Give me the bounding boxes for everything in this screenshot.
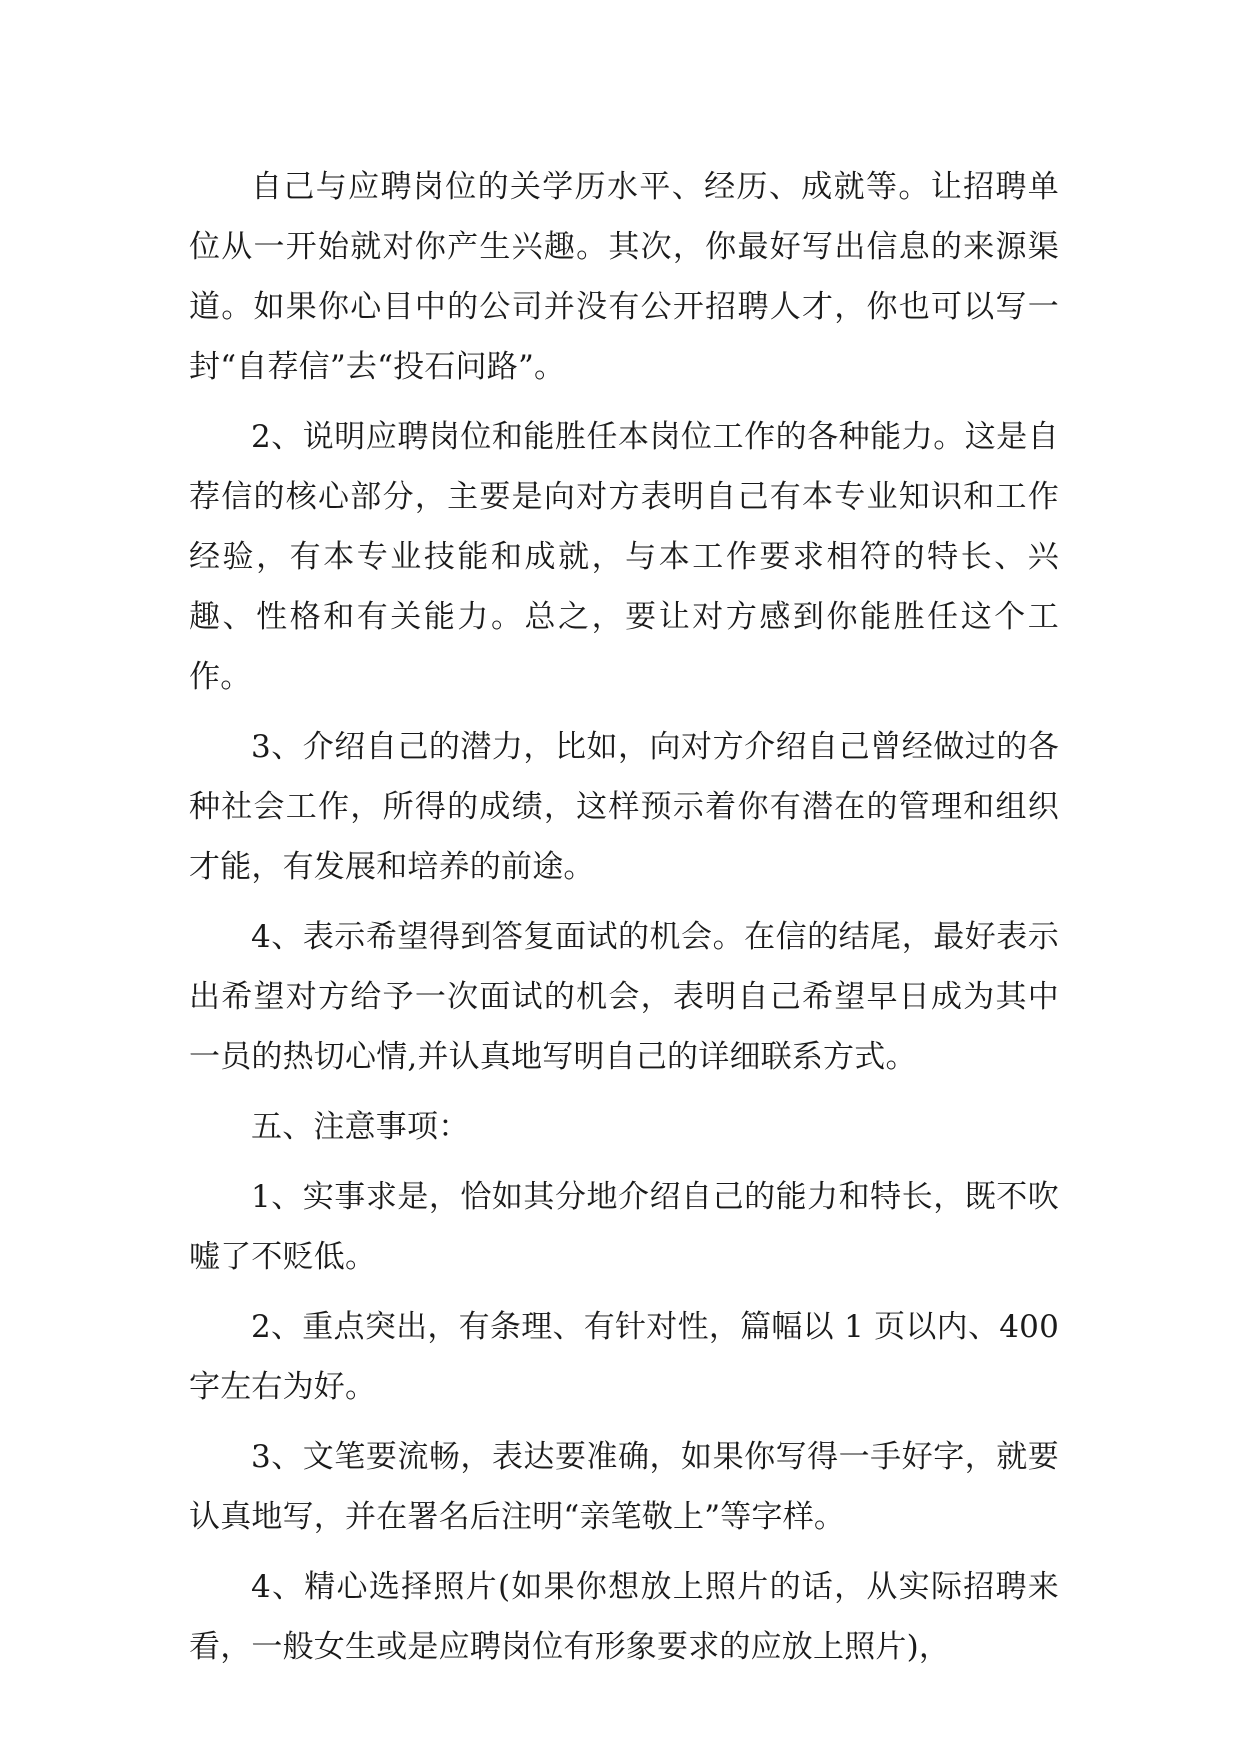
section-heading-notes: 五、注意事项：	[251, 1109, 470, 1145]
paragraph-note-1: 1、实事求是，恰如其分地介绍自己的能力和特长，既不吹嘘了不贬低。	[189, 1179, 1059, 1275]
paragraph-note-2: 2、重点突出，有条理、有针对性，篇幅以 1 页以内、400 字左右为好。	[189, 1309, 1059, 1405]
paragraph-point-2: 2、说明应聘岗位和能胜任本岗位工作的各种能力。这是自荐信的核心部分，主要是向对方表明自己有本专业知识和工作经验，有本专业技能和成就，与本工作要求相符的特长、兴趣、性格和有关能力。总之，要让对方感到你能胜任这个工作。	[189, 419, 1059, 695]
paragraph-note-4: 4、精心选择照片(如果你想放上照片的话，从实际招聘来看，一般女生或是应聘岗位有形象要求的应放上照片)，	[189, 1569, 1059, 1665]
paragraph-point-3: 3、介绍自己的潜力，比如，向对方介绍自己曾经做过的各种社会工作，所得的成绩，这样预示着你有潜在的管理和组织才能，有发展和培养的前途。	[189, 729, 1059, 885]
document-body	[189, 157, 1059, 1687]
paragraph-intro-continuation: 自己与应聘岗位的关学历水平、经历、成就等。让招聘单位从一开始就对你产生兴趣。其次，你最好写出信息的来源渠道。如果你心目中的公司并没有公开招聘人才，你也可以写一封“自荐信”去“投石问路”。	[189, 169, 1059, 385]
paragraph-note-3: 3、文笔要流畅，表达要准确，如果你写得一手好字，就要认真地写，并在署名后注明“亲笔敬上”等字样。	[189, 1439, 1059, 1535]
paragraph-point-4: 4、表示希望得到答复面试的机会。在信的结尾，最好表示出希望对方给予一次面试的机会，表明自己希望早日成为其中一员的热切心情,并认真地写明自己的详细联系方式。	[189, 919, 1059, 1075]
